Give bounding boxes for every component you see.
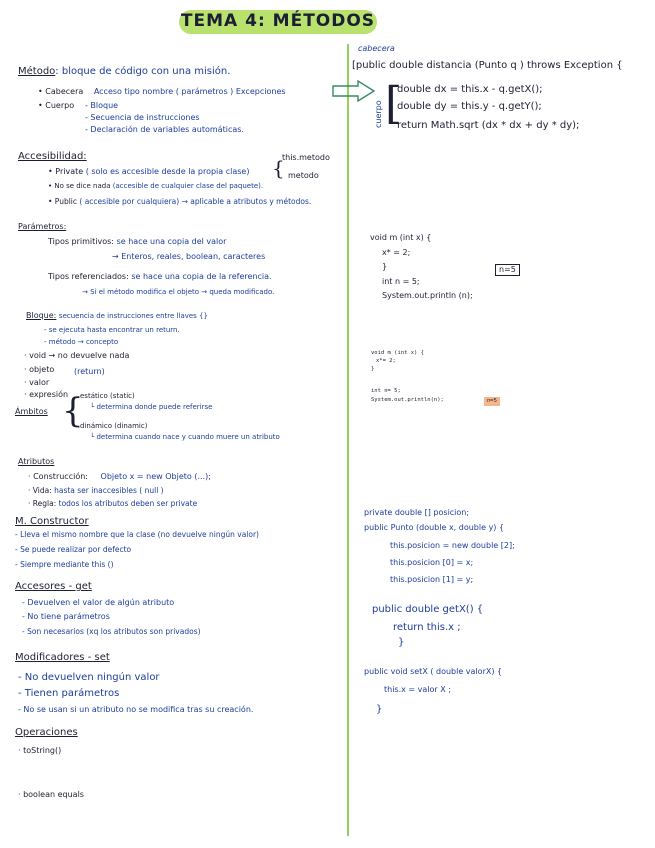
constructor-item: - Siempre mediante this () [15, 560, 114, 569]
cuerpo-item: - Bloque [85, 101, 119, 110]
page-title: TEMA 4: MÉTODOS [180, 11, 376, 31]
metodo-section [18, 66, 230, 78]
body-line: double dy = this.y - q.getY(); [397, 101, 542, 112]
code1-line: System.out.println (n); [382, 291, 473, 300]
code5-line: } [376, 704, 383, 715]
construccion-row [28, 472, 211, 482]
metodo-definition: : bloque de código con una misión. [55, 66, 231, 77]
code4-line: return this.x ; [393, 622, 461, 633]
modificadores-item: - No se usan si un atributo no se modifica tras su creación. [18, 705, 254, 714]
no-se-text: (accesible de cualquier clase del paquete). [112, 182, 264, 190]
arrow-icon [332, 80, 376, 102]
cabecera-label: • Cabecera [38, 87, 84, 96]
return-note: (return) [74, 367, 105, 376]
parametros-heading: Parámetros: [18, 222, 67, 231]
constructor-item: - Lleva el mismo nombre que la clase (no devuelve ningún valor) [15, 530, 259, 539]
bloque-sub: - método → concepto [44, 338, 119, 346]
primitivos-label: Tipos primitivos: [48, 237, 115, 246]
metodo-note: metodo [288, 171, 319, 180]
cuerpo-label: • Cuerpo [38, 101, 75, 110]
private-text: ( solo es accesible desde la propia clase) [85, 167, 250, 176]
column-divider [347, 44, 349, 836]
no-se-label: • No se dice nada [48, 182, 111, 190]
private-row [48, 167, 249, 177]
primitivos-sub: → Enteros, reales, boolean, caracteres [112, 252, 266, 261]
dinamico-label: dinámico (dinamic) [80, 422, 148, 430]
operaciones-item: · toString() [18, 746, 62, 755]
title-highlight [179, 10, 377, 34]
operaciones-item: · boolean equals [18, 790, 84, 799]
code3-line: this.posicion [0] = x; [390, 558, 474, 567]
referenciados-row [48, 272, 272, 282]
bloque-heading: Bloque: [26, 311, 57, 320]
code2-line: int n= 5; [371, 388, 401, 394]
code5-line: public void setX ( double valorX) { [364, 667, 503, 676]
cuerpo-annotation: cuerpo [374, 100, 383, 128]
ambitos-heading: Ámbitos [15, 407, 48, 416]
vida-text: hasta ser inaccesibles ( null ) [54, 486, 164, 495]
construccion-text: Objeto x = new Objeto (...); [100, 472, 211, 481]
body-line: double dx = this.x - q.getX(); [397, 84, 543, 95]
code5-line: this.x = valor X ; [384, 685, 451, 694]
code1-line: x* = 2; [382, 248, 411, 257]
code2-line: } [371, 366, 375, 372]
valor-item: · valor [24, 378, 50, 387]
referenciados-text: se hace una copia de la referencia. [131, 272, 272, 281]
cabecera-row [38, 87, 286, 97]
code4-line: public double getX() { [372, 604, 484, 615]
no-se-row [48, 182, 263, 191]
code3-line: public Punto (double x, double y) { [364, 523, 505, 532]
code1-line: int n = 5; [382, 277, 420, 286]
public-row [48, 197, 311, 206]
cabecera-annotation: cabecera [358, 44, 395, 53]
cabecera-text: Acceso tipo nombre ( parámetros ) Excepciones [93, 87, 286, 96]
public-label: • Public [48, 197, 78, 206]
constructor-heading: M. Constructor [15, 516, 89, 527]
code1-line: void m (int x) { [370, 233, 432, 242]
bloque-sub: - se ejecuta hasta encontrar un return. [44, 326, 180, 334]
accesores-item: - Son necesarios (xq los atributos son privados) [22, 627, 201, 636]
atributos-heading: Atributos [18, 457, 55, 466]
operaciones-heading: Operaciones [15, 727, 78, 738]
cuerpo-item: - Secuencia de instrucciones [85, 113, 200, 122]
public-text: ( accesible por cualquiera) → aplicable a atributos y métodos. [79, 197, 312, 206]
vida-label: · Vida: [28, 486, 52, 495]
construccion-label: · Construcción: [28, 472, 88, 481]
metodo-heading: Método [18, 66, 56, 77]
code4-line: } [398, 637, 405, 648]
n-badge-highlight: n=5 [484, 397, 500, 406]
regla-label: · Regla: [28, 499, 57, 508]
this-metodo-note: this.metodo [282, 153, 330, 162]
regla-text: todos los atributos deben ser private [58, 499, 198, 508]
code2-line: x*= 2; [376, 358, 396, 364]
accesores-item: - Devuelven el valor de algún atributo [22, 598, 175, 607]
estatico-label: estático (static) [80, 392, 135, 400]
primitivos-row [48, 237, 226, 247]
code3-line: this.posicion = new double [2]; [390, 541, 515, 550]
objeto-item: · objeto [24, 365, 55, 374]
void-item: · void → no devuelve nada [24, 351, 130, 360]
ambitos-brace: { [62, 391, 84, 431]
regla-row [28, 499, 197, 508]
brace-left: { [272, 156, 285, 180]
modificadores-heading: Modificadores - set [15, 652, 110, 663]
vida-row [28, 486, 164, 495]
bloque-row [26, 311, 208, 321]
estatico-sub: └ determina donde puede referirse [90, 403, 213, 411]
accesores-item: - No tiene parámetros [22, 612, 110, 621]
expresion-item: · expresión [24, 390, 69, 399]
constructor-item: - Se puede realizar por defecto [15, 545, 132, 554]
private-label: • Private [48, 167, 84, 176]
code3-line: private double [] posicion; [364, 508, 470, 517]
modificadores-item: - No devuelven ningún valor [18, 672, 160, 683]
cuerpo-brace: [ [385, 78, 403, 129]
bloque-definition: secuencia de instrucciones entre llaves {} [58, 312, 208, 320]
method-signature: [public double distancia (Punto q ) throws Exception { [352, 60, 623, 71]
code3-line: this.posicion [1] = y; [390, 575, 474, 584]
modificadores-item: - Tienen parámetros [18, 688, 120, 699]
accesores-heading: Accesores - get [15, 581, 92, 592]
primitivos-text: se hace una copia del valor [116, 237, 227, 246]
cuerpo-item: - Declaración de variables automáticas. [85, 125, 244, 134]
code1-line: } [382, 262, 388, 271]
referenciados-sub: → Si el método modifica el objeto → queda modificado. [82, 288, 275, 296]
code2-line: System.out.println(n); [371, 397, 444, 403]
n-badge: n=5 [495, 264, 520, 276]
referenciados-label: Tipos referenciados: [48, 272, 129, 281]
code2-line: void m (int x) { [371, 350, 424, 356]
dinamico-sub: └ determina cuando nace y cuando muere un atributo [90, 433, 280, 441]
accesibilidad-heading: Accesibilidad: [18, 151, 87, 162]
body-line: return Math.sqrt (dx * dx + dy * dy); [397, 120, 580, 131]
